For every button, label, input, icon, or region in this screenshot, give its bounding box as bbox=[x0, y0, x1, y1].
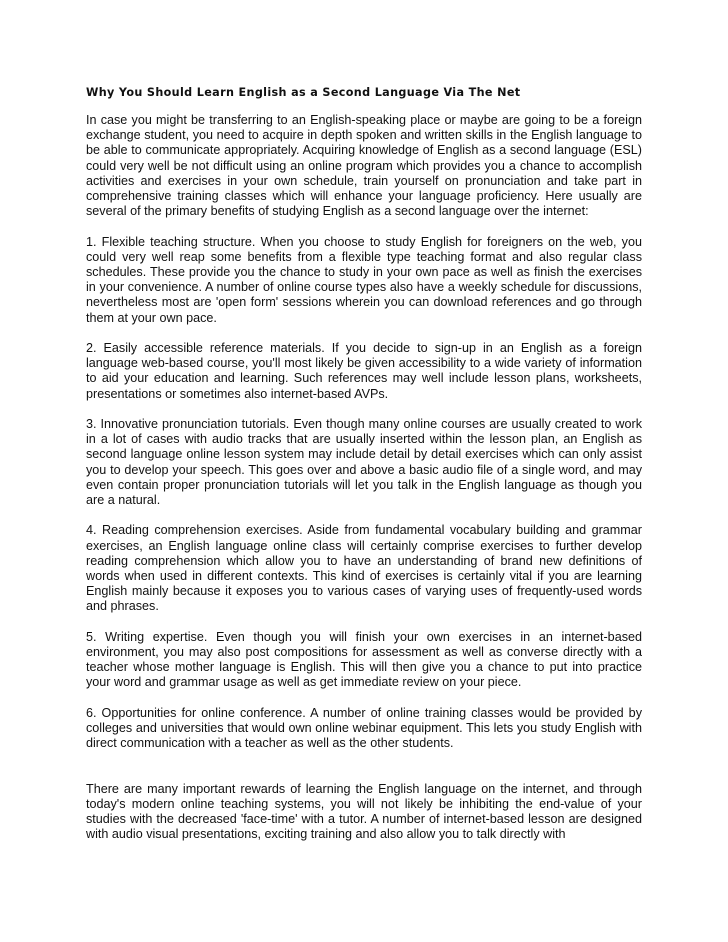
benefit-paragraph-2: 2. Easily accessible reference materials. If you decide to sign-up in an English as a foreign language web-based course, you'll most likely be given accessibility to a wide variety of information to aid your education and learning. Such references may well include lesson plans, worksheets, presentations or sometimes also internet-based AVPs. bbox=[86, 341, 642, 401]
conclusion-paragraph: There are many important rewards of learning the English language on the internet, and through today's modern online teaching systems, you will not likely be inhibiting the end-value of your studies with the decreased 'face-time' with a tutor. A number of internet-based lesson are designed with audio visual presentations, exciting training and also allow you to talk directly with bbox=[86, 781, 642, 842]
document-page bbox=[86, 86, 642, 858]
document-title: Why You Should Learn English as a Second Language Via The Net bbox=[86, 86, 521, 99]
benefit-paragraph-6: 6. Opportunities for online conference. A number of online training classes would be provided by colleges and universities that would own online webinar equipment. This lets you study English with direct communication with a teacher as well as the other students. bbox=[86, 705, 642, 751]
benefit-paragraph-1: 1. Flexible teaching structure. When you choose to study English for foreigners on the web, you could very well reap some benefits from a flexible type teaching format and also regular class schedules. These provide you the chance to study in your own pace as well as finish the exercises in your convenience. A number of online course types also have a weekly schedule for discussions, nevertheless most are 'open form' sessions wherein you can download references and go through them at your own pace. bbox=[86, 234, 642, 325]
benefit-paragraph-5: 5. Writing expertise. Even though you will finish your own exercises in an internet-based environment, you may also post compositions for assessment as well as converse directly with a teacher whose mother language is English. This will then give you a chance to put into practice your word and grammar usage as well as get immediate review on your piece. bbox=[86, 629, 642, 690]
benefit-paragraph-3: 3. Innovative pronunciation tutorials. Even though many online courses are usually created to work in a lot of cases with audio tracks that are usually inserted within the lesson plan, an English as second language online lesson system may include detail by detail exercises which can only assist you to develop your speech. This goes over and above a basic audio file of a single word, and may even contain proper pronunciation tutorials will let you talk in the English language as though you are a natural. bbox=[86, 417, 642, 508]
intro-paragraph: In case you might be transferring to an English-speaking place or maybe are going to be a foreign exchange student, you need to acquire in depth spoken and written skills in the English language to be able to communicate appropriately. Acquiring knowledge of English as a second language (ESL) could very well be not difficult using an online program which provides you a chance to accomplish activities and exercises in your own schedule, train yourself on pronunciation and take part in comprehensive training classes which will enhance your language proficiency. Here usually are several of the primary benefits of studying English as a second language over the internet: bbox=[86, 113, 642, 219]
benefit-paragraph-4: 4. Reading comprehension exercises. Aside from fundamental vocabulary building and grammar exercises, an English language online class will certainly comprise exercises to further develop reading comprehension which allow you to have an understanding of brand new definitions of words when used in different contexts. This kind of exercises is certainly vital if you are learning English mainly because it exposes you to various cases of varying uses of frequently-used words and phrases. bbox=[86, 523, 642, 614]
